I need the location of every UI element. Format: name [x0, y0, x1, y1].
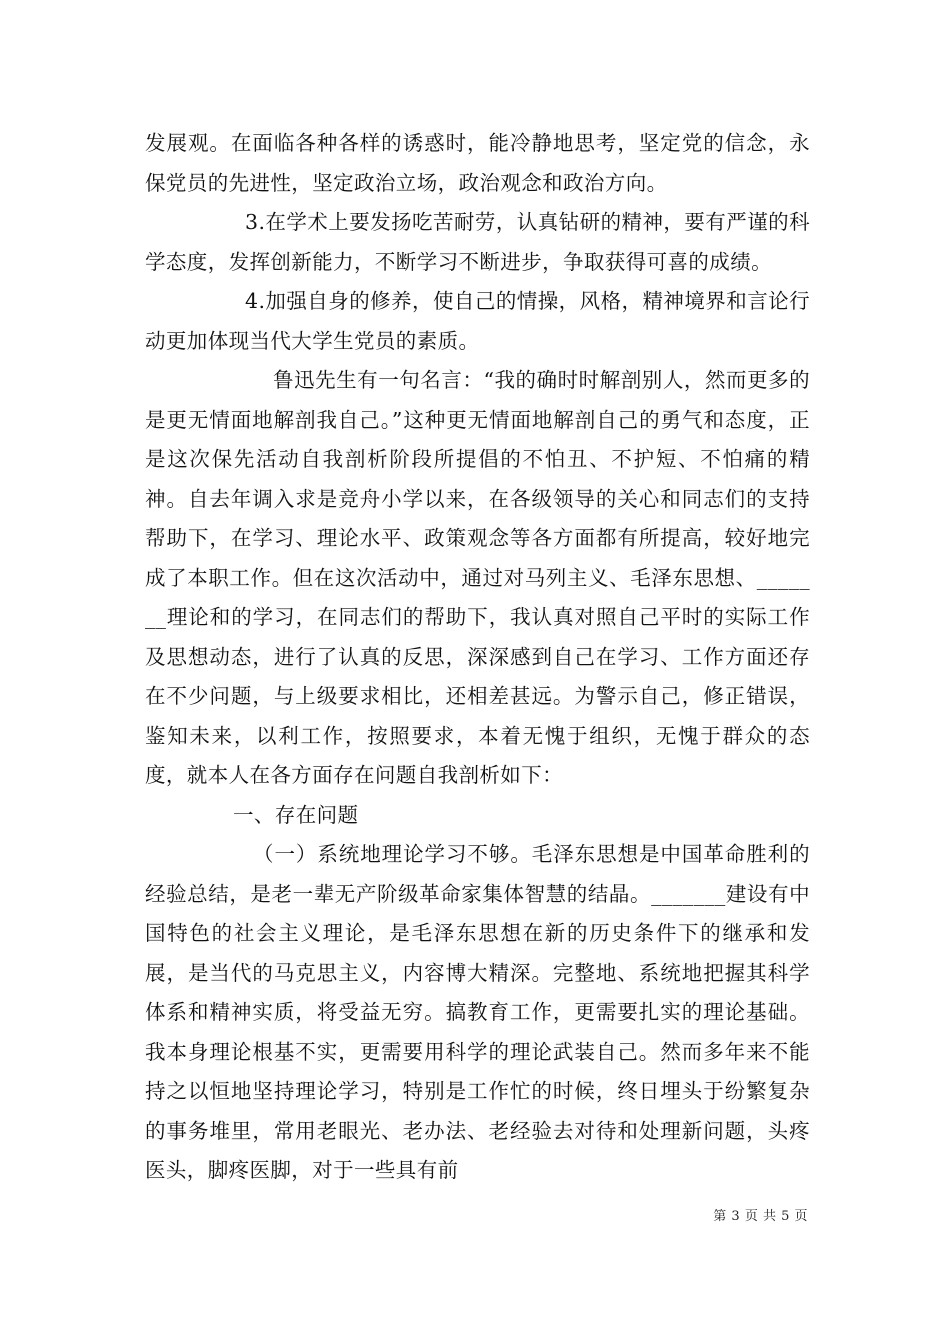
paragraph-luxun-quote: 鲁迅先生有一句名言：“我的确时时解剖别人，然而更多的是更无情面地解剖我自己。”这种更无情面地解剖自己的勇气和态度，正是这次保先活动自我剖析阶段所提倡的不怕丑、不护短、不怕痛的精神。自去年调入求是竞舟小学以来，在各级领导的关心和同志们的支持帮助下，在学习、理论水平、政策观念等各方面都有所提高，较好地完成了本职工作。但在这次活动中，通过对马列主义、毛泽东思想、_______理论和的学习，在同志们的帮助下，我认真对照自己平时的实际工作及思想动态，进行了认真的反思，深深感到自己在学习、工作方面还存在不少问题，与上级要求相比，还相差甚远。为警示自己，修正错误，鉴知未来，以利工作，按照要求，本着无愧于组织，无愧于群众的态度，就本人在各方面存在问题自我剖析如下：	[145, 368, 810, 787]
section-heading-problems: 一、存在问题	[233, 802, 359, 827]
paragraph-item-3: 3.在学术上要发扬吃苦耐劳，认真钻研的精神，要有严谨的科学态度，发挥创新能力，不断学习不断进步，争取获得可喜的成绩。	[145, 210, 810, 274]
page-number-footer: 第 3 页 共 5 页	[713, 1209, 808, 1224]
paragraph-item-4: 4.加强自身的修养，使自己的情操，风格，精神境界和言论行动更加体现当代大学生党员的素质。	[145, 289, 810, 353]
document-body	[145, 124, 810, 1191]
paragraph-theory-study: （一）系统地理论学习不够。毛泽东思想是中国革命胜利的经验总结，是老一辈无产阶级革命家集体智慧的结晶。_______建设有中国特色的社会主义理论，是毛泽东思想在新的历史条件下的继承和发展，是当代的马克思主义，内容博大精深。完整地、系统地把握其科学体系和精神实质，将受益无穷。搞教育工作，更需要扎实的理论基础。我本身理论根基不实，更需要用科学的理论武装自己。然而多年来不能持之以恒地坚持理论学习，特别是工作忙的时候，终日埋头于纷繁复杂的事务堆里，常用老眼光、老办法、老经验去对待和处理新问题，头疼医头，脚疼医脚，对于一些具有前	[145, 842, 810, 1182]
paragraph-continuation: 发展观。在面临各种各样的诱惑时，能冷静地思考，坚定党的信念，永保党员的先进性，坚定政治立场，政治观念和政治方向。	[145, 131, 810, 195]
